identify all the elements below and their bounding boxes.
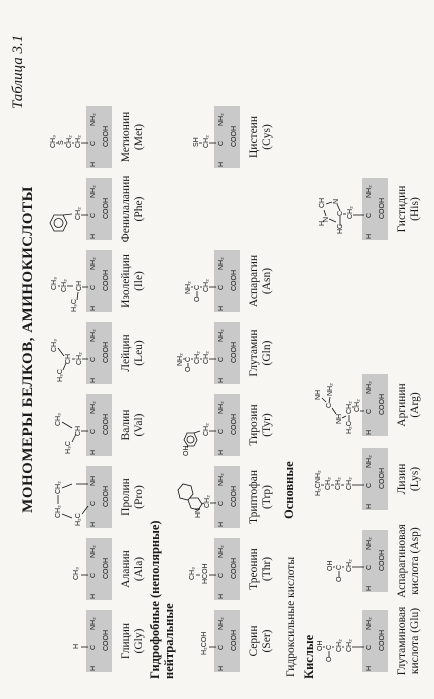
aa-proline bbox=[50, 461, 146, 533]
svg-text:H₂COH: H₂COH bbox=[201, 631, 208, 655]
svg-text:CH₂: CH₂ bbox=[335, 477, 342, 490]
svg-text:H: H bbox=[90, 305, 97, 311]
aa-abbr: (Met) bbox=[133, 123, 145, 151]
svg-text:O: O bbox=[336, 576, 343, 582]
svg-text:H: H bbox=[218, 377, 225, 383]
svg-text:NH: NH bbox=[90, 475, 97, 486]
svg-text:NH₂: NH₂ bbox=[366, 381, 373, 394]
svg-text:H: H bbox=[90, 377, 97, 383]
aa-abbr: (Ile) bbox=[133, 271, 145, 291]
group-hydroxyl: Гидроксильные кислоты bbox=[285, 556, 297, 677]
svg-text:CH₂: CH₂ bbox=[354, 399, 361, 412]
svg-text:N: N bbox=[323, 216, 330, 222]
phenylalanine-structure bbox=[50, 174, 116, 244]
aa-name: Фенилаланин bbox=[120, 175, 132, 243]
aa-name: Лейцин bbox=[120, 334, 132, 372]
aa-name: Глутаминовая bbox=[396, 606, 408, 676]
svg-text:C: C bbox=[366, 408, 373, 414]
aa-name: Валин bbox=[120, 409, 132, 441]
aa-name: Гистидин bbox=[396, 185, 408, 233]
cysteine-structure bbox=[178, 102, 244, 172]
aa-name: Тирозин bbox=[248, 404, 260, 446]
svg-text:N: N bbox=[333, 198, 340, 204]
isoleucine-structure bbox=[50, 246, 116, 316]
svg-text:COOH: COOH bbox=[103, 126, 110, 147]
aa-arginine bbox=[316, 369, 422, 441]
svg-text:O: O bbox=[194, 296, 201, 302]
aa-abbr: (Leu) bbox=[133, 340, 145, 366]
svg-text:H: H bbox=[218, 305, 225, 311]
svg-text:NH₂: NH₂ bbox=[218, 329, 225, 342]
svg-text:COOH: COOH bbox=[231, 486, 238, 507]
svg-text:H: H bbox=[366, 233, 373, 239]
svg-text:COOH: COOH bbox=[379, 198, 386, 219]
svg-text:COOH: COOH bbox=[103, 486, 110, 507]
aa-abbr: (His) bbox=[409, 197, 421, 221]
svg-text:COOH: COOH bbox=[103, 270, 110, 291]
svg-text:H: H bbox=[366, 585, 373, 591]
svg-text:H₂CNH₂: H₂CNH₂ bbox=[315, 470, 322, 496]
group-basic: Основные bbox=[282, 461, 296, 519]
svg-text:CH₂: CH₂ bbox=[346, 639, 353, 652]
svg-text:NH₂: NH₂ bbox=[90, 257, 97, 270]
svg-text:NH₂: NH₂ bbox=[185, 281, 192, 294]
svg-text:O: O bbox=[185, 366, 192, 372]
aa-valine bbox=[50, 389, 146, 461]
svg-text:CH₂: CH₂ bbox=[194, 351, 201, 364]
proline-structure bbox=[50, 462, 116, 532]
svg-text:CH₂: CH₂ bbox=[204, 495, 211, 508]
group-acidic: Кислые bbox=[302, 634, 316, 679]
aa-abbr: (Arg) bbox=[409, 392, 421, 418]
svg-text:COOH: COOH bbox=[231, 270, 238, 291]
svg-text:H: H bbox=[90, 449, 97, 455]
svg-text:H₂C: H₂C bbox=[75, 513, 82, 526]
svg-text:H: H bbox=[218, 593, 225, 599]
lysine-structure bbox=[316, 444, 392, 514]
svg-text:COOH: COOH bbox=[379, 630, 386, 651]
aa-abbr: (Lys) bbox=[409, 466, 421, 492]
aa-name: Глутамин bbox=[248, 329, 260, 377]
tyrosine-structure bbox=[178, 390, 244, 460]
svg-text:COOH: COOH bbox=[103, 414, 110, 435]
svg-text:H: H bbox=[218, 161, 225, 167]
svg-text:COOH: COOH bbox=[231, 630, 238, 651]
threonine-structure bbox=[178, 534, 244, 604]
svg-text:COOH: COOH bbox=[379, 468, 386, 489]
svg-text:C: C bbox=[326, 402, 333, 408]
aa-methionine bbox=[50, 101, 146, 173]
svg-text:CH₂: CH₂ bbox=[336, 639, 343, 652]
svg-text:NH₂: NH₂ bbox=[218, 401, 225, 414]
aa-name: Аргинин bbox=[396, 383, 408, 427]
svg-text:H: H bbox=[218, 521, 225, 527]
arginine-structure bbox=[316, 370, 392, 440]
svg-text:NH₂: NH₂ bbox=[90, 185, 97, 198]
aspartic-acid-structure bbox=[316, 526, 392, 596]
svg-text:C: C bbox=[90, 572, 97, 578]
svg-text:C: C bbox=[366, 212, 373, 218]
svg-text:CH₂: CH₂ bbox=[55, 481, 62, 494]
aa-abbr: (Gly) bbox=[133, 628, 145, 654]
svg-text:CH: CH bbox=[75, 425, 82, 436]
svg-text:C: C bbox=[366, 564, 373, 570]
svg-text:C: C bbox=[185, 356, 192, 362]
svg-text:C: C bbox=[336, 564, 343, 570]
svg-text:COOH: COOH bbox=[231, 342, 238, 363]
svg-text:CH: CH bbox=[65, 353, 72, 364]
group-neutral: нейтральные bbox=[162, 603, 176, 679]
svg-text:NH₂: NH₂ bbox=[218, 257, 225, 270]
aa-name: Серин bbox=[248, 625, 260, 657]
aa-name: Аспарагин bbox=[248, 254, 260, 308]
methionine-structure bbox=[50, 102, 116, 172]
aa-glycine bbox=[50, 605, 146, 677]
aa-name: Триптофан bbox=[248, 470, 260, 524]
aa-glutamic-acid bbox=[316, 603, 422, 679]
svg-text:O: O bbox=[326, 656, 333, 662]
svg-text:C: C bbox=[90, 284, 97, 290]
svg-text:CH₂: CH₂ bbox=[76, 352, 83, 365]
svg-text:H₃C: H₃C bbox=[57, 369, 64, 382]
aa-isoleucine bbox=[50, 245, 146, 317]
svg-text:C: C bbox=[366, 644, 373, 650]
glutamic-acid-structure bbox=[316, 606, 392, 676]
svg-text:C: C bbox=[218, 644, 225, 650]
svg-text:NH₂: NH₂ bbox=[218, 545, 225, 558]
svg-text:H: H bbox=[90, 521, 97, 527]
svg-text:HCOH: HCOH bbox=[202, 563, 209, 584]
svg-text:NH: NH bbox=[315, 389, 322, 400]
svg-text:H: H bbox=[366, 503, 373, 509]
svg-text:CH₃: CH₃ bbox=[73, 567, 80, 580]
svg-text:C: C bbox=[90, 644, 97, 650]
svg-text:C: C bbox=[326, 644, 333, 650]
svg-text:HC: HC bbox=[337, 223, 344, 234]
aa-abbr: (Ser) bbox=[261, 629, 273, 653]
svg-text:H₃C: H₃C bbox=[65, 441, 72, 454]
svg-text:CH₃: CH₃ bbox=[50, 135, 57, 148]
alanine-structure bbox=[50, 534, 116, 604]
svg-text:C: C bbox=[90, 356, 97, 362]
svg-text:NH₂: NH₂ bbox=[366, 537, 373, 550]
svg-text:CH₂: CH₂ bbox=[346, 401, 353, 414]
svg-text:NH₂: NH₂ bbox=[327, 383, 334, 396]
svg-text:S: S bbox=[58, 140, 65, 145]
svg-text:OH: OH bbox=[317, 640, 324, 651]
aa-asparagine bbox=[178, 245, 274, 317]
table-title: МОНОМЕРЫ БЕЛКОВ, АМИНОКИСЛОТЫ bbox=[20, 186, 36, 513]
group-hydrophobic: Гидрофобные (неполярные) bbox=[148, 520, 162, 679]
svg-text:NH₂: NH₂ bbox=[218, 617, 225, 630]
svg-text:C: C bbox=[218, 428, 225, 434]
aa-abbr: (Pro) bbox=[133, 485, 145, 509]
svg-text:CH₃: CH₃ bbox=[55, 413, 62, 426]
serine-structure bbox=[178, 606, 244, 676]
svg-text:C: C bbox=[90, 428, 97, 434]
svg-text:COOH: COOH bbox=[231, 414, 238, 435]
svg-text:CH₂: CH₂ bbox=[61, 279, 68, 292]
aa-abbr: (Cys) bbox=[261, 124, 273, 150]
svg-text:CH₂: CH₂ bbox=[66, 135, 73, 148]
svg-text:COOH: COOH bbox=[231, 558, 238, 579]
svg-text:C: C bbox=[90, 212, 97, 218]
aa-name: Пролин bbox=[120, 478, 132, 516]
svg-text:OH: OH bbox=[183, 445, 190, 456]
svg-text:CH₂: CH₂ bbox=[203, 423, 210, 436]
aa-serine bbox=[178, 605, 274, 677]
histidine-structure bbox=[316, 174, 392, 244]
svg-text:CH₂: CH₂ bbox=[325, 477, 332, 490]
svg-text:NH₂: NH₂ bbox=[90, 545, 97, 558]
svg-text:CH₂: CH₂ bbox=[203, 135, 210, 148]
svg-text:H: H bbox=[90, 665, 97, 671]
svg-text:H: H bbox=[90, 233, 97, 239]
svg-text:CH₃: CH₃ bbox=[51, 277, 58, 290]
svg-text:HN: HN bbox=[195, 507, 202, 518]
aa-tryptophan bbox=[178, 461, 274, 533]
aa-tyrosine bbox=[178, 389, 274, 461]
svg-text:C: C bbox=[218, 500, 225, 506]
svg-text:H: H bbox=[73, 643, 80, 649]
aa-histidine bbox=[316, 173, 422, 245]
svg-text:CH: CH bbox=[319, 197, 326, 208]
svg-text:CH: CH bbox=[76, 280, 83, 291]
svg-text:NH₂: NH₂ bbox=[90, 617, 97, 630]
svg-text:H: H bbox=[218, 449, 225, 455]
aa-cysteine bbox=[178, 101, 274, 173]
aa-name: Метионин bbox=[120, 111, 132, 163]
svg-text:CH₂: CH₂ bbox=[346, 477, 353, 490]
svg-text:C: C bbox=[194, 284, 201, 290]
aa-aspartic-acid bbox=[316, 521, 422, 601]
svg-text:NH₂: NH₂ bbox=[218, 113, 225, 126]
svg-text:C: C bbox=[90, 500, 97, 506]
svg-text:H: H bbox=[366, 429, 373, 435]
aa-abbr: (Phe) bbox=[133, 196, 145, 222]
svg-text:NH₂: NH₂ bbox=[218, 473, 225, 486]
svg-text:NH₂: NH₂ bbox=[90, 329, 97, 342]
svg-text:H₂C: H₂C bbox=[346, 421, 353, 434]
svg-text:CH₂: CH₂ bbox=[75, 135, 82, 148]
svg-text:C: C bbox=[218, 140, 225, 146]
svg-text:CH₃: CH₃ bbox=[189, 567, 196, 580]
svg-text:SH: SH bbox=[193, 137, 200, 147]
aa-abbr: кислота (Asp) bbox=[409, 527, 421, 595]
svg-text:C: C bbox=[366, 482, 373, 488]
svg-text:H₃C: H₃C bbox=[71, 299, 78, 312]
aa-abbr: кислота (Glu) bbox=[409, 607, 421, 675]
svg-text:H: H bbox=[366, 665, 373, 671]
tryptophan-structure bbox=[178, 462, 244, 532]
svg-text:NH₂: NH₂ bbox=[366, 617, 373, 630]
svg-text:COOH: COOH bbox=[103, 630, 110, 651]
svg-text:NH₂: NH₂ bbox=[90, 401, 97, 414]
aa-abbr: (Trp) bbox=[261, 485, 273, 509]
svg-text:NH: NH bbox=[336, 413, 343, 424]
valine-structure bbox=[50, 390, 116, 460]
aa-name: Треонин bbox=[248, 548, 260, 590]
aa-abbr: (Ala) bbox=[133, 556, 145, 582]
svg-text:C: C bbox=[218, 356, 225, 362]
svg-text:NH₂: NH₂ bbox=[366, 455, 373, 468]
aa-name: Изолейцин bbox=[120, 254, 132, 308]
svg-text:H: H bbox=[90, 161, 97, 167]
aa-abbr: (Tyr) bbox=[261, 413, 273, 437]
svg-text:CH₂: CH₂ bbox=[346, 559, 353, 572]
svg-text:COOH: COOH bbox=[103, 342, 110, 363]
aa-name: Аланин bbox=[120, 550, 132, 588]
table-label: Таблица 3.1 bbox=[10, 34, 26, 109]
svg-text:CH₃: CH₃ bbox=[51, 339, 58, 352]
svg-text:COOH: COOH bbox=[379, 550, 386, 571]
aa-name: Лизин bbox=[396, 463, 408, 495]
svg-text:CH₂: CH₂ bbox=[55, 505, 62, 518]
aa-name: Глицин bbox=[120, 622, 132, 660]
svg-text:CH₂: CH₂ bbox=[347, 206, 354, 219]
glutamine-structure bbox=[178, 318, 244, 388]
svg-text:C: C bbox=[218, 284, 225, 290]
aa-lysine bbox=[316, 443, 422, 515]
aa-abbr: (Asn) bbox=[261, 267, 273, 295]
aa-threonine bbox=[178, 533, 274, 605]
aa-abbr: (Thr) bbox=[261, 556, 273, 582]
leucine-structure bbox=[50, 318, 116, 388]
aa-alanine bbox=[50, 533, 146, 605]
svg-text:NH₂: NH₂ bbox=[366, 185, 373, 198]
aa-name: Цистеин bbox=[248, 116, 260, 159]
svg-text:COOH: COOH bbox=[379, 394, 386, 415]
svg-text:NH₂: NH₂ bbox=[90, 113, 97, 126]
svg-text:C: C bbox=[90, 140, 97, 146]
svg-text:COOH: COOH bbox=[103, 558, 110, 579]
svg-text:H: H bbox=[319, 220, 326, 226]
svg-text:NH₂: NH₂ bbox=[177, 353, 184, 366]
glycine-structure bbox=[50, 606, 116, 676]
svg-text:CH₂: CH₂ bbox=[75, 207, 82, 220]
svg-text:COOH: COOH bbox=[231, 126, 238, 147]
svg-text:H: H bbox=[218, 665, 225, 671]
svg-text:H: H bbox=[90, 593, 97, 599]
svg-text:C: C bbox=[218, 572, 225, 578]
aa-name: Аспарагиновая bbox=[396, 524, 408, 598]
svg-text:COOH: COOH bbox=[103, 198, 110, 219]
svg-text:C: C bbox=[337, 210, 344, 216]
aa-abbr: (Gln) bbox=[261, 340, 273, 366]
svg-text:OH: OH bbox=[327, 560, 334, 571]
svg-text:CH₂: CH₂ bbox=[203, 279, 210, 292]
svg-text:CH₂: CH₂ bbox=[203, 351, 210, 364]
aa-glutamine bbox=[178, 317, 274, 389]
aa-abbr: (Val) bbox=[133, 413, 145, 437]
aa-phenylalanine bbox=[50, 173, 146, 245]
asparagine-structure bbox=[178, 246, 244, 316]
aa-leucine bbox=[50, 317, 146, 389]
